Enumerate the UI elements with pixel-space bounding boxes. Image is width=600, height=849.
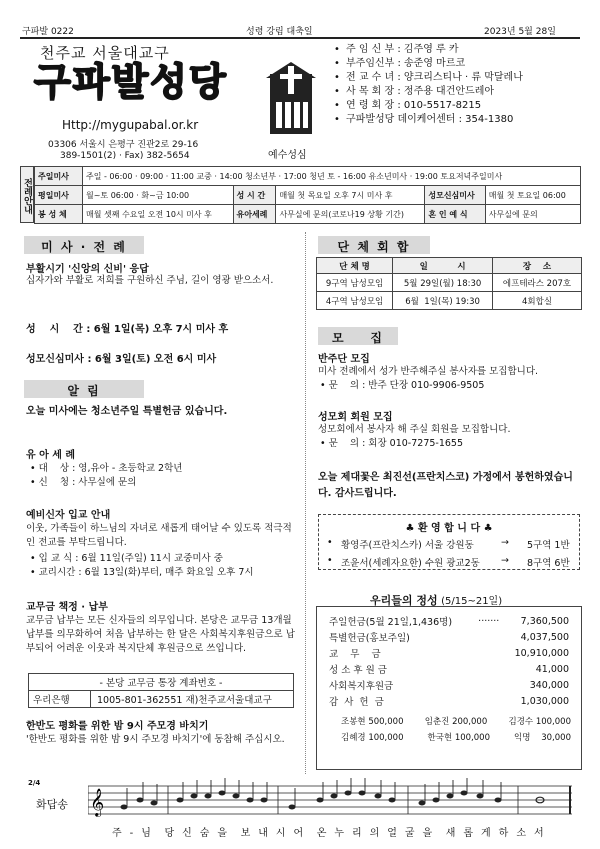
parish-name: 구파발성당 — [34, 60, 228, 104]
time-signature: 2/4 — [28, 779, 41, 787]
schedule-value: 주일 - 06:00 · 09:00 · 11:00 교중 · 14:00 청소년부 · 17:00 청년 토 - 16:00 유소년미사 · 19:00 토요저녁주일미사 — [83, 167, 581, 186]
catechumen-list — [30, 552, 254, 580]
table-cell: 에프테라스 207호 — [493, 274, 582, 292]
schedule-value: 매월 첫 목요일 오후 7시 미사 후 — [276, 186, 425, 205]
altar-recruit-heading: 반주단 모집 — [318, 354, 370, 365]
table-cell: 9구역 남성모임 — [317, 274, 393, 292]
groups-section-title: 단 체 회 합 — [318, 236, 430, 254]
offering-box — [316, 606, 582, 770]
schedule-key: 성 시 간 — [233, 186, 276, 205]
infant-baptism-heading: 유 아 세 례 — [26, 450, 76, 461]
schedule-key: 봉 성 체 — [35, 205, 83, 224]
worship-schedule — [34, 166, 581, 224]
welcome-title: ♣ 환 영 합 니 다 ♣ — [405, 523, 493, 534]
table-row: 성 소 후 원 금 41,000 — [329, 663, 569, 676]
list-item: • 황영주(프란치스카) 서울 강원동 → 5구역 1반 — [327, 537, 570, 551]
special-collection: 오늘 미사에는 청소년주일 특별헌금 있습니다. — [26, 406, 228, 417]
table-row: 주일헌금(5월 21일,1,436명) ······· 7,360,500 — [329, 615, 569, 628]
schedule-side-label: 전례안내 — [20, 166, 34, 223]
schedule-key: 혼 인 예 식 — [425, 205, 485, 224]
table-cell: 5월 29일(월) 18:30 — [393, 274, 493, 292]
account-title: - 본당 교무금 통장 계좌번호 - — [29, 674, 293, 691]
legion-recruit-contact: • 문 의 : 회장 010-7275-1655 — [320, 438, 464, 449]
parish-phone: 389-1501(2) · Fax) 382-5654 — [60, 151, 190, 161]
list-item: • 대 상 : 영,유아 - 초등학교 2학년 — [30, 463, 183, 474]
emblem-caption: 예수성심 — [268, 150, 307, 161]
list-item: • 신 청 : 사무실에 문의 — [30, 477, 137, 488]
staff-item: • 구파발성당 데이케어센터 : 354-1380 — [334, 114, 514, 125]
offering-title: 우리들의 정성 (5/15~21일) — [370, 594, 503, 607]
table-cell: 4구역 남성모임 — [317, 292, 393, 310]
table-row: 특별헌금(홍보주일) 4,037,500 — [329, 631, 569, 644]
peace-text: '한반도 평화를 위한 밤 9시 주모경 바치기'에 동참해 주십시오. — [26, 734, 285, 745]
sacred-heart-emblem — [262, 60, 320, 140]
svg-text:𝄞: 𝄞 — [90, 788, 105, 816]
infant-baptism-list — [30, 462, 182, 490]
hymn-lyrics: 주 - 님 당 신 숨 을 보 내 시 어 온 누 리 의 얼 굴 을 새 롭 게 하 소 서 — [112, 828, 547, 839]
list-item: • 교리시간 : 6월 13일(화)부터, 매주 화요일 오후 7시 — [30, 567, 254, 578]
list-item: • 조윤서(세례자요한) 수원 광교2동 → 8구역 6반 — [327, 555, 570, 569]
table-row — [317, 292, 582, 310]
parish-url[interactable]: Http://mygupabal.or.kr — [62, 118, 199, 132]
legion-recruit-heading: 성모회 회원 모집 — [318, 412, 393, 423]
table-row: 교 무 금 10,910,000 — [329, 647, 569, 660]
catechumen-text: 이웃, 가족들이 하느님의 자녀로 새롭게 태어날 수 있도록 적극적인 전교를 부탁드립니다. — [26, 523, 292, 548]
peace-heading: 한반도 평화를 위한 밤 9시 주모경 바치기 — [26, 721, 209, 732]
offering-table — [327, 613, 571, 709]
diocese-name: 천주교 서울대교구 — [40, 44, 170, 62]
staff-item: • 연 령 회 장 : 010-5517-8215 — [334, 100, 482, 111]
bulletin-date: 2023년 5월 28일 — [484, 27, 556, 37]
table-row: 감 사 헌 금 1,030,000 — [329, 695, 569, 708]
altar-recruit-text: 미사 전례에서 성가 반주해주실 봉사자를 모집합니다. — [318, 366, 539, 377]
schedule-value: 매월 첫 토요일 06:00 — [485, 186, 580, 205]
staff-list — [334, 43, 584, 127]
donor-row: 조봉현 500,000 임춘진 200,000 김경수 100,000 — [341, 717, 571, 727]
easter-text: 십자가와 부활로 저희를 구원하신 주님, 길이 영광 받으소서. — [26, 275, 274, 286]
legion-recruit-text: 성모회에서 봉사자 해 주실 회원을 모집합니다. — [318, 424, 511, 435]
schedule-value: 매월 셋째 수요일 오전 10시 미사 후 — [83, 205, 234, 224]
table-row: 사회복지후원금 340,000 — [329, 679, 569, 692]
schedule-key: 성모신심미사 — [425, 186, 485, 205]
staff-item: • 부주임신부 : 송준영 마르코 — [334, 58, 466, 69]
bank-name: 우리은행 — [29, 691, 91, 707]
issue-number: 구파발 0222 — [22, 27, 74, 37]
table-cell: 6월 1일(목) 19:30 — [393, 292, 493, 310]
dues-text: 교무금 납부는 모든 신자들의 의무입니다. 본당은 교무금 13개월 납부를 의무화하여 처음 납부하는 한 달은 사회복지후원금으로 납부되어 어려운 이웃과 복지단체 후원금으로 쓰입니다. — [26, 615, 295, 654]
staff-item: • 전 교 수 녀 : 양크리스티나 · 류 막달레나 — [334, 72, 523, 83]
table-row — [317, 274, 582, 292]
altar-recruit-contact: • 문 의 : 반주 단장 010-9906-9505 — [320, 380, 485, 391]
list-item: • 입 교 식 : 6월 11일(주일) 11시 교중미사 중 — [30, 553, 223, 564]
notice-section-title: 알 림 — [24, 380, 144, 398]
table-cell: 4회합실 — [493, 292, 582, 310]
donor-row: 김혜경 100,000 한국현 100,000 익명 30,000 — [341, 733, 571, 743]
catechumen-heading: 예비신자 입교 안내 — [26, 510, 111, 521]
schedule-value: 사무실에 문의 — [485, 205, 580, 224]
account-box — [28, 673, 294, 708]
liturgical-feast: 성령 강림 대축일 — [246, 27, 313, 37]
holy-hour: 성 시 간 : 6월 1일(목) 오후 7시 미사 후 — [26, 324, 229, 335]
easter-heading: 부활시기 '신앙의 신비' 응답 — [26, 264, 149, 275]
mass-section-title: 미 사 · 전 례 — [24, 236, 144, 254]
schedule-key: 유아세례 — [233, 205, 276, 224]
column-header: 단 체 명 — [317, 258, 393, 274]
staff-item: • 주 임 신 부 : 김주영 루 카 — [334, 44, 459, 55]
marian-mass: 성모신심미사 : 6월 3일(토) 오전 6시 미사 — [26, 354, 217, 365]
recruit-section-title: 모 집 — [318, 327, 398, 345]
schedule-value: 사무실에 문의(코로나19 상황 기간) — [276, 205, 425, 224]
account-number: 1005-801-362551 재)천주교서울대교구 — [97, 695, 272, 706]
hymn-label: 화답송 — [36, 798, 68, 811]
column-header: 장 소 — [493, 258, 582, 274]
schedule-key: 평일미사 — [35, 186, 83, 205]
welcome-box — [318, 514, 580, 570]
altar-flowers: 오늘 제대꽃은 최진선(프란치스코) 가정에서 봉헌하였습니다. 감사드립니다. — [318, 472, 573, 499]
column-header: 일 시 — [393, 258, 493, 274]
parish-address: 03306 서울시 은평구 진관2로 29-16 — [48, 140, 199, 150]
music-staff — [88, 778, 572, 822]
staff-item: • 사 목 회 장 : 정주용 대건안드레아 — [334, 86, 495, 97]
dues-heading: 교무금 책정 · 납부 — [26, 602, 108, 613]
groups-table — [316, 257, 582, 310]
schedule-key: 주일미사 — [35, 167, 83, 186]
schedule-value: 월~토 06:00 · 화~금 10:00 — [83, 186, 234, 205]
